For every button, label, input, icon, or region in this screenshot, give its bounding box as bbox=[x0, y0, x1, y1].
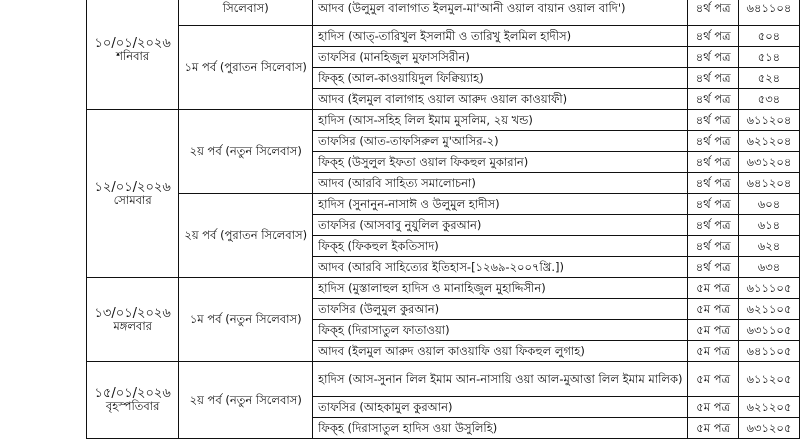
exam-weekday: শনিবার bbox=[116, 49, 150, 63]
exam-date-cell bbox=[87, 362, 179, 439]
subject-cell: তাফসির (আত-তাফসিরুল মু'আসির-২) bbox=[313, 131, 688, 152]
paper-cell: ৪র্থ পত্র bbox=[688, 236, 738, 257]
subject-cell: ফিক্হ (দিরাসাতুল হাদিস ওয়া উসুলিহি) bbox=[313, 418, 688, 439]
paper-cell: ৪র্থ পত্র bbox=[688, 110, 738, 131]
paper-cell: ৪র্থ পত্র bbox=[688, 173, 738, 194]
subject-cell: হাদিস (আস-সহিহ লিল ইমাম মুসলিম, ২য় খন্ড) bbox=[313, 110, 688, 131]
paper-cell: ৫ম পত্র bbox=[688, 299, 738, 320]
subject-code-cell: ৬৪১১০৪ bbox=[738, 0, 799, 26]
subject-cell: তাফসির (আসবাবু নুযুলিল কুরআন) bbox=[313, 215, 688, 236]
subject-cell: তাফসির (আহকামুল কুরআন) bbox=[313, 397, 688, 418]
exam-date-cell bbox=[87, 110, 179, 278]
table-row bbox=[87, 362, 800, 397]
paper-cell: ৫ম পত্র bbox=[688, 320, 738, 341]
subject-cell: আদব (ইলমুল আরুদ ওয়াল কাওয়াফি ওয়া ফিকহুল লুগাহ) bbox=[313, 341, 688, 362]
session-label: ২য় পর্ব (নতুন সিলেবাস) bbox=[179, 362, 313, 439]
table-row bbox=[87, 0, 800, 26]
paper-cell: ৫ম পত্র bbox=[688, 418, 738, 439]
exam-weekday: সোমবার bbox=[113, 192, 152, 207]
subject-code-cell: ৬৩১১০৫ bbox=[738, 320, 799, 341]
subject-code-cell: ৬৪১২০৪ bbox=[738, 173, 799, 194]
subject-code-cell: ৬১১২০৫ bbox=[738, 362, 799, 397]
subject-cell: আদব (উলুমুল বালাগাত ইলমুল-মা'আনী ওয়াল বায়ান ওয়াল বাদি') bbox=[313, 0, 688, 26]
subject-code-cell: ৬২৪ bbox=[738, 236, 799, 257]
session-label: ২য় পর্ব (নতুন সিলেবাস) bbox=[179, 110, 313, 194]
subject-code-cell: ৬৩১২০৫ bbox=[738, 418, 799, 439]
exam-weekday: বৃহস্পতিবার bbox=[105, 399, 160, 413]
subject-code-cell: ৬৪১১০৫ bbox=[738, 341, 799, 362]
paper-cell: ৪র্থ পত্র bbox=[688, 47, 738, 68]
table-row bbox=[87, 194, 800, 215]
subject-cell: হাদিস (মুস্তালাহুল হাদিস ও মানাহিজুল মুহাদ্দিসীন) bbox=[313, 278, 688, 299]
subject-cell: হাদিস (আত্-তারিখুল ইসলামী ও তারিখু ইলমিল হাদীস) bbox=[313, 26, 688, 47]
exam-date-cell bbox=[87, 278, 179, 362]
paper-cell: ৪র্থ পত্র bbox=[688, 26, 738, 47]
session-label: ১ম পর্ব (নতুন সিলেবাস) bbox=[179, 278, 313, 362]
subject-code-cell: ৫১৪ bbox=[738, 47, 799, 68]
subject-code-cell: ৫০৪ bbox=[738, 26, 799, 47]
session-label: সিলেবাস) bbox=[179, 0, 313, 26]
subject-code-cell: ৬০৪ bbox=[738, 194, 799, 215]
subject-code-cell: ৬৩১২০৪ bbox=[738, 152, 799, 173]
table-row bbox=[87, 278, 800, 299]
paper-cell: ৫ম পত্র bbox=[688, 278, 738, 299]
paper-cell: ৪র্থ পত্র bbox=[688, 131, 738, 152]
paper-cell: ৪র্থ পত্র bbox=[688, 215, 738, 236]
exam-weekday: মঙ্গলবার bbox=[113, 318, 152, 333]
exam-schedule-table bbox=[86, 0, 800, 439]
session-label: ২য় পর্ব (পুরাতন সিলেবাস) bbox=[179, 194, 313, 278]
paper-cell: ৫ম পত্র bbox=[688, 341, 738, 362]
paper-cell: ৪র্থ পত্র bbox=[688, 68, 738, 89]
paper-cell: ৫ম পত্র bbox=[688, 362, 738, 397]
subject-cell: তাফসির (মানহিজুল মুফাসসিরীন) bbox=[313, 47, 688, 68]
subject-code-cell: ৬১৪ bbox=[738, 215, 799, 236]
table-row bbox=[87, 26, 800, 47]
subject-code-cell: ৬১১১০৫ bbox=[738, 278, 799, 299]
subject-cell: হাদিস (আস-সুনান লিল ইমাম আন-নাসায়ি ওয়া আল-মুআত্তা লিল ইমাম মালিক) bbox=[313, 362, 688, 397]
subject-code-cell: ৫২৪ bbox=[738, 68, 799, 89]
table-row bbox=[87, 110, 800, 131]
exam-date: ১৫/০১/২০২৬ bbox=[94, 386, 171, 401]
paper-cell: ৪র্থ পত্র bbox=[688, 194, 738, 215]
subject-code-cell: ৫৩৪ bbox=[738, 89, 799, 110]
paper-cell: ৪র্থ পত্র bbox=[688, 257, 738, 278]
subject-cell: আদব (ইলমুল বালাগাহ ওয়াল আরুদ ওয়াল কাওয়াফী) bbox=[313, 89, 688, 110]
exam-date-cell bbox=[87, 0, 179, 110]
exam-date: ১২/০১/২০২৬ bbox=[94, 179, 171, 195]
subject-code-cell: ৬২১২০৪ bbox=[738, 131, 799, 152]
paper-cell: ৪র্থ পত্র bbox=[688, 0, 738, 26]
subject-code-cell: ৬২১১০৫ bbox=[738, 299, 799, 320]
subject-code-cell: ৬১১২০৪ bbox=[738, 110, 799, 131]
session-label: ১ম পর্ব (পুরাতন সিলেবাস) bbox=[179, 26, 313, 110]
subject-code-cell: ৬৩৪ bbox=[738, 257, 799, 278]
paper-cell: ৫ম পত্র bbox=[688, 397, 738, 418]
subject-cell: হাদিস (সুনানুন-নাসাঈ ও উলুমুল হাদীস) bbox=[313, 194, 688, 215]
subject-cell: ফিক্হ (উসুলুল ইফতা ওয়াল ফিকহুল মুকারান) bbox=[313, 152, 688, 173]
paper-cell: ৪র্থ পত্র bbox=[688, 152, 738, 173]
subject-cell: ফিক্হ (আল-কাওয়ায়িদুল ফিক্বিয়্যাহ) bbox=[313, 68, 688, 89]
paper-cell: ৪র্থ পত্র bbox=[688, 89, 738, 110]
exam-date: ১০/০১/২০২৬ bbox=[94, 36, 171, 51]
subject-cell: আদব (আরবি সাহিত্য সমালোচনা) bbox=[313, 173, 688, 194]
subject-cell: ফিক্হ (ফিকহুল ইকতিসাদ) bbox=[313, 236, 688, 257]
subject-cell: ফিক্হ (দিরাসাতুল ফাতাওয়া) bbox=[313, 320, 688, 341]
subject-cell: তাফসির (উলুমুল কুরআন) bbox=[313, 299, 688, 320]
exam-date: ১৩/০১/২০২৬ bbox=[94, 305, 171, 321]
subject-cell: আদব (আরবি সাহিত্যের ইতিহাস-[১২৬৯-২০০৭খ্রি.]) bbox=[313, 257, 688, 278]
subject-code-cell: ৬২১২০৫ bbox=[738, 397, 799, 418]
